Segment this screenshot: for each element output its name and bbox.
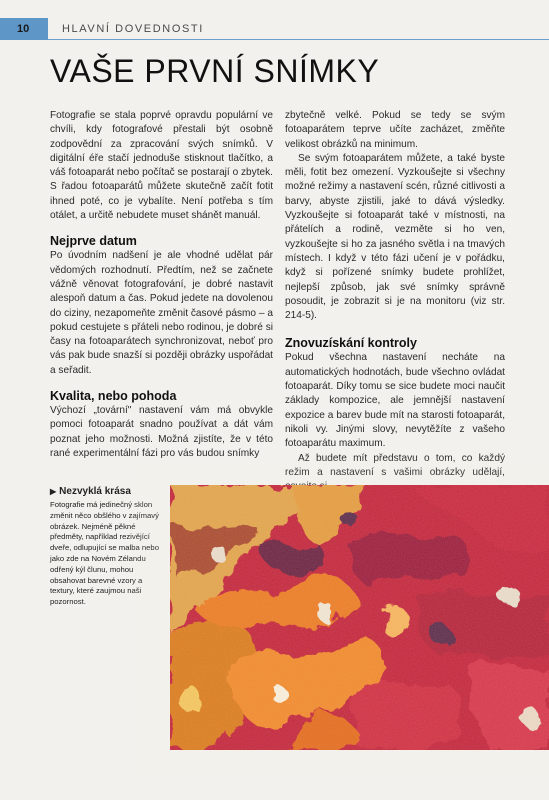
photo-caption (50, 485, 165, 608)
caption-title-row (50, 485, 165, 498)
modes-paragraph: Až budete mít představu o tom, co každý režim a nastavení s vašimi obrázky udělají, (285, 452, 505, 478)
caption-title: Nezvyklá krása (59, 486, 131, 497)
page-number: 10 (0, 18, 48, 40)
running-header (0, 18, 549, 40)
triangle-marker-icon: ▶ (50, 487, 57, 496)
peeling-paint-photo (170, 485, 549, 750)
left-column (50, 109, 273, 461)
experiment-paragraph: Se svým fotoaparátem můžete, a také byste měli, fotit bez omezení. Vyzkoušejte si všechny možné režimy a nastavení scén, různé citlivosti a barvy, abyste zjistili, jaké to dává výsledky. Vyzkoušejte si fotoaparát také v místnosti, na přátelích a rodině, vezměte si ho ven, vyzkoušejte si ho za jasného světla i na tmavých místech. I když v této fázi učení je v pořádku, když si pořízené snímky budete prohlížet, nejlepší způsob, jak své snímky správně posoudit, je zobrazit si je na monitoru (viz str. 214-5). (285, 152, 505, 322)
intro-paragraph: Fotografie se stala poprvé opravdu populární ve chvíli, kdy fotografové přestali být osobně zodpovědní za zpracování svých snímků. V digitální éře stačí jednoduše stisknout tlačítko, a váš fotoaparát nebo počítač se postarají o zbytek. S řadou fotoaparátů můžete skutečně začít fotit ihned poté, co je vybalíte. Není potřeba s tím otálet, a určitě nebudete muset shánět manuál. (50, 110, 273, 222)
page-title: VAŠE PRVNÍ SNÍMKY (50, 53, 380, 89)
control-paragraph: Pokud všechna nastavení necháte na automatických hodnotách, bude všechno ovládat fotoaparát. Díky tomu se sice budete moci naučit základy kompozice, ale jemnější nastavení expozice a barev bude mít na starosti fotoaparát, nikoli vy. Jinými slovy, nevytěžíte z vašeho fotoaparátu maximum. (285, 352, 505, 450)
header-rule (48, 39, 549, 40)
date-paragraph: Po úvodním nadšení je ale vhodné udělat pár vědomých rozhodnutí. Předtím, než se začnete vážně věnovat fotografování, je dobré nastavit alespoň datum a čas. Pokud jedete na dovolenou do ciziny, nezapomeňte změnit časové pásmo – a pokud cestujete s přáteli nebo rodinou, je dobré si časy na fotoaparátech synchronizovat, neboť pro vás pak bude snazší si později obrázky uspořádat a seřadit. (50, 250, 273, 376)
paint-texture-image (170, 485, 549, 750)
right-column (285, 109, 505, 478)
caption-text: Fotografie má jedinečný sklon změnit něco obšlého v zajímavý obrázek. Nejméně pěkné předměty, například rezivějící dveře, odlupující se malba nebo jako zde na Novém Zélandu odřený kýl člunu, mohou obsahovat barevné vzory a textury, které zaujmou naši pozornost. (50, 500, 159, 607)
heading-quality: Kvalita, nebo pohoda (50, 389, 177, 404)
size-paragraph: zbytečně velké. Pokud se tedy se svým fotoaparátem teprve učíte zacházet, změňte velikost obrázků na minimum. (285, 110, 505, 150)
heading-date: Nejprve datum (50, 234, 137, 249)
heading-control: Znovuzískání kontroly (285, 336, 417, 351)
section-title: HLAVNÍ DOVEDNOSTI (62, 23, 204, 35)
quality-paragraph: Výchozí „tovární" nastavení vám má obvykle pomoci fotoaparát snadno používat a dát vám poznat jeho možnosti. Možná zjistíte, že v této rané experimentální fázi pro vás budou snímky (50, 405, 273, 459)
